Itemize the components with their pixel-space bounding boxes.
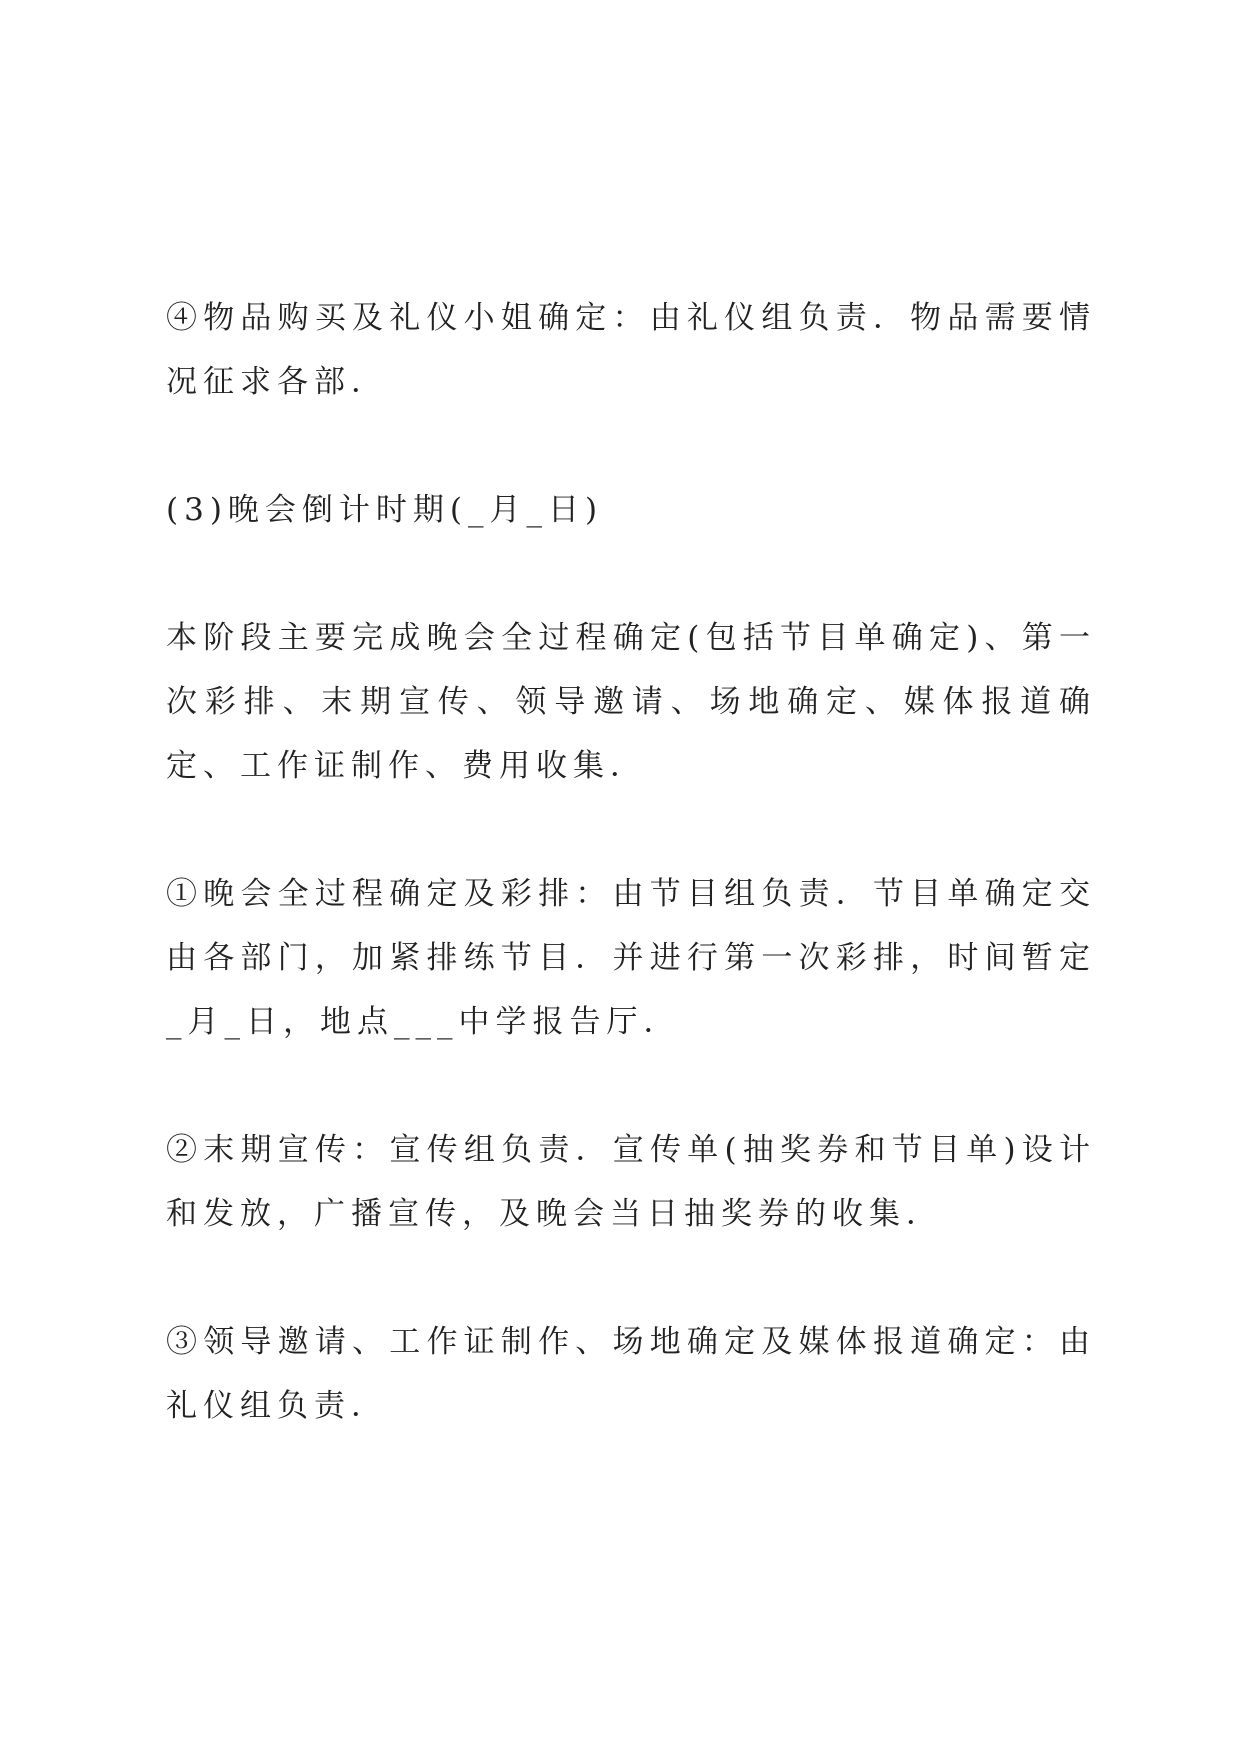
paragraph-item-invitation: ③领导邀请、工作证制作、场地确定及媒体报道确定：由礼仪组负责． xyxy=(166,1324,1096,1424)
document-body xyxy=(166,286,1096,1438)
paragraph-item-purchase: ④物品购买及礼仪小姐确定：由礼仪组负责．物品需要情况征求各部． xyxy=(166,300,1096,400)
paragraph-item-rehearsal: ①晚会全过程确定及彩排：由节目组负责．节目单确定交由各部门，加紧排练节目．并进行第一次彩排，时间暂定_月_日，地点___中学报告厅． xyxy=(166,876,1096,1040)
section-heading-countdown: (3)晚会倒计时期(_月_日) xyxy=(166,492,604,528)
paragraph-item-publicity: ②末期宣传：宣传组负责．宣传单(抽奖券和节目单)设计和发放，广播宣传，及晚会当日抽奖券的收集． xyxy=(166,1132,1096,1232)
paragraph-stage-summary: 本阶段主要完成晚会全过程确定(包括节目单确定)、第一次彩排、末期宣传、领导邀请、场地确定、媒体报道确定、工作证制作、费用收集． xyxy=(166,620,1096,784)
